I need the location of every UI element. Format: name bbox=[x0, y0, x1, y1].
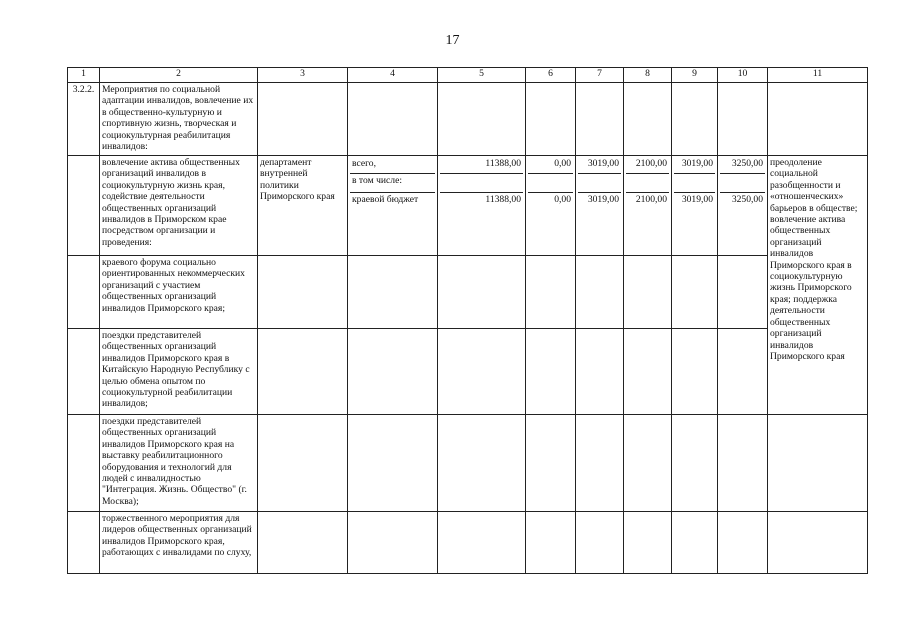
amount-cell-col6 bbox=[526, 156, 576, 256]
empty-cell bbox=[672, 329, 718, 415]
amount-total: 3250,00 bbox=[720, 157, 765, 174]
expected-result: преодоление социальной разобщенности и «отношенческих» барьеров в обществе; вовлечение актива общественных организаций инвалидов Приморского края в социокультурную жизнь Приморского края; поддержка деятельности общественных организаций инвалидов Приморского края bbox=[768, 156, 868, 415]
empty-cell bbox=[348, 83, 438, 156]
empty-cell bbox=[672, 83, 718, 156]
empty-cell bbox=[348, 512, 438, 574]
amount-total: 3019,00 bbox=[674, 157, 715, 174]
empty-cell bbox=[624, 256, 672, 329]
empty-cell bbox=[258, 329, 348, 415]
header-col-7: 7 bbox=[576, 68, 624, 83]
amount-total: 2100,00 bbox=[626, 157, 669, 174]
funding-source-regional: краевой бюджет bbox=[352, 194, 419, 205]
header-col-5: 5 bbox=[438, 68, 526, 83]
empty-cell bbox=[258, 256, 348, 329]
empty-cell bbox=[718, 512, 768, 574]
header-row bbox=[68, 68, 868, 83]
empty-cell bbox=[624, 415, 672, 512]
funding-source-including: в том числе: bbox=[350, 174, 435, 193]
amount-blank bbox=[440, 174, 523, 193]
empty-cell bbox=[576, 83, 624, 156]
amount-regional: 0,00 bbox=[554, 194, 571, 205]
empty-cell bbox=[526, 256, 576, 329]
empty-cell bbox=[348, 329, 438, 415]
empty-cell bbox=[526, 512, 576, 574]
amount-cell-col9 bbox=[672, 156, 718, 256]
empty-cell bbox=[672, 256, 718, 329]
header-col-3: 3 bbox=[258, 68, 348, 83]
empty-cell bbox=[348, 256, 438, 329]
item-name: краевого форума социально ориентированных некоммерческих организаций с участием общественных организаций инвалидов Приморского края; bbox=[100, 256, 258, 329]
amount-regional: 11388,00 bbox=[485, 194, 521, 205]
item-name: Мероприятия по социальной адаптации инвалидов, вовлечение их в общественно-культурную и спортивную жизнь, творческая и социокультурная реабилитация инвалидов: bbox=[100, 83, 258, 156]
empty-cell bbox=[526, 415, 576, 512]
empty-cell bbox=[68, 256, 100, 329]
item-name: торжественного мероприятия для лидеров общественных организаций инвалидов Приморского края, работающих с инвалидами по слуху, bbox=[100, 512, 258, 574]
amount-blank bbox=[626, 174, 669, 193]
empty-cell bbox=[438, 256, 526, 329]
amount-regional: 3019,00 bbox=[681, 194, 713, 205]
amount-blank bbox=[674, 174, 715, 193]
empty-cell bbox=[258, 83, 348, 156]
amount-cell-col7 bbox=[576, 156, 624, 256]
amount-regional: 2100,00 bbox=[635, 194, 667, 205]
empty-cell bbox=[438, 415, 526, 512]
empty-cell bbox=[258, 512, 348, 574]
header-col-4: 4 bbox=[348, 68, 438, 83]
amount-blank bbox=[578, 174, 621, 193]
header-col-2: 2 bbox=[100, 68, 258, 83]
header-col-8: 8 bbox=[624, 68, 672, 83]
empty-cell bbox=[68, 512, 100, 574]
item-name: вовлечение актива общественных организаций инвалидов в социокультурную жизнь края, содействие деятельности общественных организаций инвалидов в Приморском крае посредством организации и проведения: bbox=[100, 156, 258, 256]
empty-cell bbox=[718, 256, 768, 329]
table-row bbox=[68, 415, 868, 512]
header-col-1: 1 bbox=[68, 68, 100, 83]
empty-cell bbox=[526, 329, 576, 415]
header-col-10: 10 bbox=[718, 68, 768, 83]
program-table bbox=[67, 67, 868, 574]
table-row bbox=[68, 156, 868, 256]
empty-cell bbox=[68, 415, 100, 512]
executor: департамент внутренней политики Приморского края bbox=[258, 156, 348, 256]
item-code: 3.2.2. bbox=[68, 83, 100, 156]
amount-blank bbox=[528, 174, 573, 193]
amount-cell-col8 bbox=[624, 156, 672, 256]
item-name: поездки представителей общественных организаций инвалидов Приморского края на выставку реабилитационного оборудования и технологий для людей с инвалидностью "Интеграция. Жизнь. Общество" (г. Москва); bbox=[100, 415, 258, 512]
table-row bbox=[68, 329, 868, 415]
amount-cell-col5 bbox=[438, 156, 526, 256]
empty-cell bbox=[526, 83, 576, 156]
amount-regional: 3250,00 bbox=[731, 194, 763, 205]
amount-total: 3019,00 bbox=[578, 157, 621, 174]
funding-source-total: всего, bbox=[350, 157, 435, 174]
empty-cell bbox=[672, 415, 718, 512]
empty-cell bbox=[438, 329, 526, 415]
empty-cell bbox=[768, 415, 868, 512]
amount-total: 11388,00 bbox=[440, 157, 523, 174]
empty-cell bbox=[768, 83, 868, 156]
header-col-9: 9 bbox=[672, 68, 718, 83]
empty-cell bbox=[576, 256, 624, 329]
header-col-11: 11 bbox=[768, 68, 868, 83]
amount-blank bbox=[720, 174, 765, 193]
empty-cell bbox=[68, 156, 100, 256]
table-row bbox=[68, 83, 868, 156]
empty-cell bbox=[576, 329, 624, 415]
empty-cell bbox=[768, 512, 868, 574]
empty-cell bbox=[348, 415, 438, 512]
page-number: 17 bbox=[445, 33, 460, 48]
header-col-6: 6 bbox=[526, 68, 576, 83]
amount-cell-col10 bbox=[718, 156, 768, 256]
empty-cell bbox=[624, 512, 672, 574]
table-row bbox=[68, 512, 868, 574]
empty-cell bbox=[718, 329, 768, 415]
empty-cell bbox=[624, 329, 672, 415]
empty-cell bbox=[624, 83, 672, 156]
item-name: поездки представителей общественных организаций инвалидов Приморского края в Китайскую Народную Республику с целью обмена опытом по социокультурной реабилитации инвалидов; bbox=[100, 329, 258, 415]
empty-cell bbox=[438, 83, 526, 156]
empty-cell bbox=[718, 83, 768, 156]
empty-cell bbox=[258, 415, 348, 512]
empty-cell bbox=[576, 512, 624, 574]
table-row bbox=[68, 256, 868, 329]
funding-source-cell bbox=[348, 156, 438, 256]
empty-cell bbox=[718, 415, 768, 512]
empty-cell bbox=[576, 415, 624, 512]
empty-cell bbox=[438, 512, 526, 574]
empty-cell bbox=[68, 329, 100, 415]
amount-total: 0,00 bbox=[528, 157, 573, 174]
empty-cell bbox=[672, 512, 718, 574]
amount-regional: 3019,00 bbox=[587, 194, 619, 205]
